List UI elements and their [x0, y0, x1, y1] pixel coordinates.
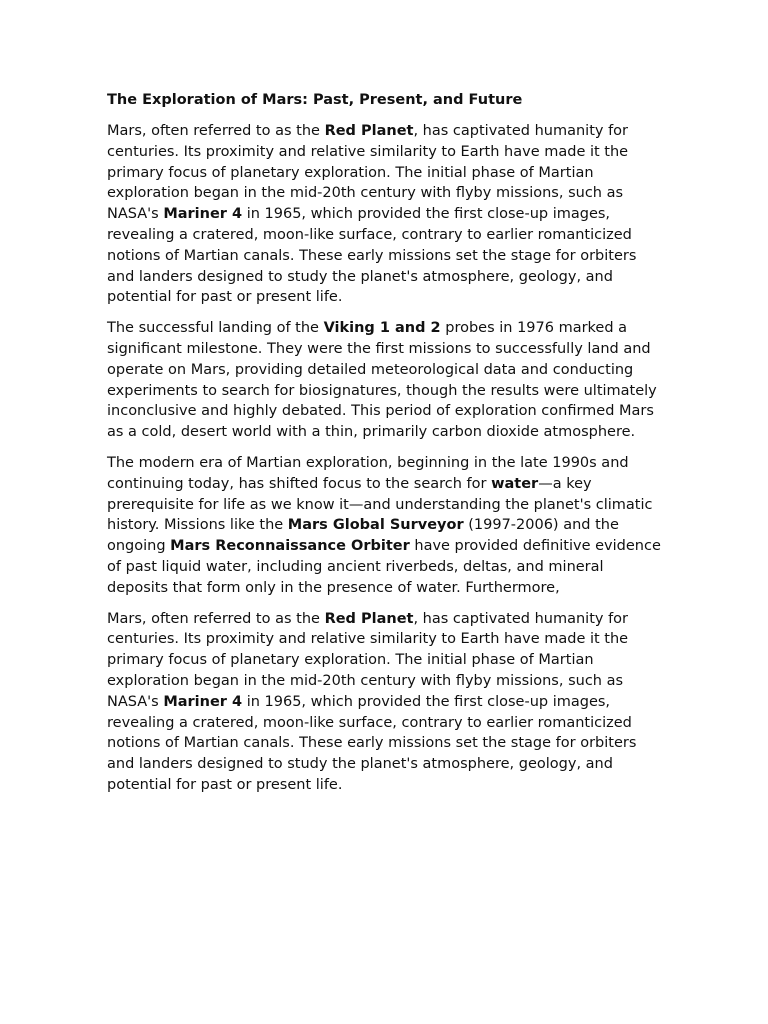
text-segment: have provided definitive evidence of past liquid water, including ancient riverbeds, deltas, and mineral deposits that form only in the presence of water. Furthermore, — [107, 538, 661, 596]
bold-term: Mars Reconnaissance Orbiter — [170, 538, 410, 555]
bold-term: Mariner 4 — [163, 206, 243, 223]
text-segment: The successful landing of the — [107, 320, 324, 337]
paragraph — [107, 318, 667, 443]
text-segment: Mars, often referred to as the — [107, 610, 325, 627]
text-segment: probes in 1976 marked a significant milestone. They were the first missions to successfully land and operate on Mars, providing detailed meteorological data and conducting experiments to search for biosignatures, though the results were ultimately inconclusive and highly debated. This period of exploration confirmed Mars as a cold, desert world with a thin, primarily carbon dioxide atmosphere. — [107, 320, 657, 441]
document-page — [107, 90, 667, 806]
document-title: The Exploration of Mars: Past, Present, and Future — [107, 92, 523, 108]
text-segment: —a key prerequisite for life as we know it—and understanding the planet's climatic history. Missions like the — [107, 475, 653, 534]
text-segment: , has captivated humanity for centuries. Its proximity and relative similarity to Earth have made it the primary focus of planetary exploration. The initial phase of Martian exploration began in the mid-20th century with flyby missions, such as NASA's — [107, 123, 629, 223]
bold-term: Red Planet — [324, 610, 414, 627]
text-segment: in 1965, which provided the first close-up images, revealing a cratered, moon-like surface, contrary to earlier romanticized notions of Martian canals. These early missions set the stage for orbiters and landers designed to study the planet's atmosphere, geology, and potential for past or present life. — [107, 206, 637, 306]
bold-term: Red Planet — [324, 123, 414, 139]
bold-term: Mars Global Surveyor — [287, 517, 464, 534]
text-segment: Mars, often referred to as the — [107, 123, 325, 139]
text-segment: , has captivated humanity for centuries. Its proximity and relative similarity to Earth have made it the primary focus of planetary exploration. The initial phase of Martian exploration began in the mid-20th century with flyby missions, such as NASA's — [107, 610, 629, 710]
text-segment: in 1965, which provided the first close-up images, revealing a cratered, moon-like surface, contrary to earlier romanticized notions of Martian canals. These early missions set the stage for orbiters and landers designed to study the planet's atmosphere, geology, and potential for past or present life. — [107, 693, 637, 793]
text-segment: The modern era of Martian exploration, beginning in the late 1990s and continuing today, has shifted focus to the search for — [107, 454, 629, 492]
text-segment: (1997-2006) and the ongoing — [107, 517, 619, 555]
bold-term: Viking 1 and 2 — [323, 320, 441, 337]
paragraph — [107, 121, 667, 308]
paragraph — [107, 609, 667, 796]
bold-term: Mariner 4 — [163, 693, 243, 710]
bold-term: water — [491, 475, 539, 492]
paragraph — [107, 453, 667, 599]
document-body — [107, 121, 667, 796]
